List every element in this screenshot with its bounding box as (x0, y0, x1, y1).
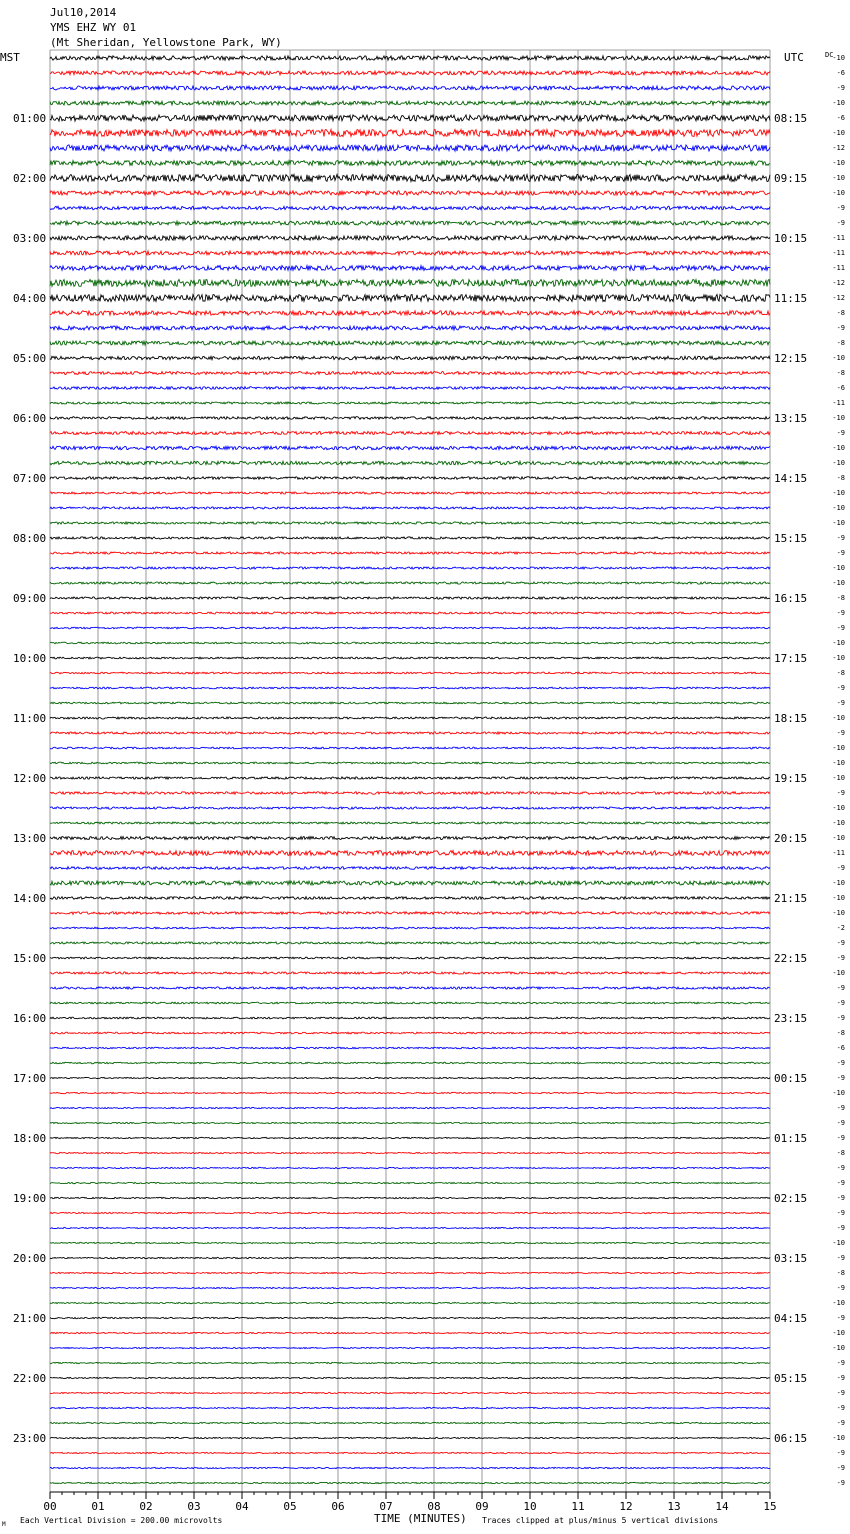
mst-hour-label: 13:00 (13, 832, 47, 845)
mst-hour-label: 03:00 (13, 232, 47, 245)
row-offset-label: -8 (836, 474, 845, 482)
x-tick-label: 08 (427, 1500, 441, 1513)
header-date: Jul10,2014 (50, 6, 117, 19)
row-offset-label: -9 (836, 684, 845, 692)
seismic-trace (50, 1107, 770, 1108)
utc-hour-label: 01:15 (774, 1132, 808, 1145)
seismic-trace (50, 762, 770, 764)
seismic-trace (50, 537, 770, 539)
row-offset-label: -10 (832, 504, 845, 512)
seismic-trace (50, 86, 770, 90)
utc-hour-label: 18:15 (774, 712, 808, 725)
mst-hour-label: 04:00 (13, 292, 47, 305)
row-offset-label: -6 (836, 114, 845, 122)
row-offset-label: -8 (836, 1029, 845, 1037)
row-offset-label: -10 (832, 129, 845, 137)
row-offset-label: -8 (836, 1269, 845, 1277)
row-offset-label: -9 (836, 1404, 845, 1412)
row-offset-label: -9 (836, 549, 845, 557)
utc-hour-label: 05:15 (774, 1372, 808, 1385)
row-offset-label: -6 (836, 1044, 845, 1052)
row-offset-label: -9 (836, 624, 845, 632)
row-offset-label: -9 (836, 1074, 845, 1082)
mst-hour-label: 23:00 (13, 1432, 47, 1445)
x-axis-title: TIME (MINUTES) (374, 1512, 467, 1525)
dc-label: DC (825, 51, 834, 59)
row-offset-label: -9 (836, 324, 845, 332)
seismic-trace (50, 1242, 770, 1243)
row-offset-label: -8 (836, 669, 845, 677)
seismic-trace (50, 341, 770, 345)
seismic-trace (50, 717, 770, 719)
utc-hour-label: 10:15 (774, 232, 808, 245)
seismic-trace (50, 1377, 770, 1378)
seismic-trace (50, 1032, 770, 1034)
mst-hour-label: 10:00 (13, 652, 47, 665)
mst-hour-label: 21:00 (13, 1312, 47, 1325)
row-offset-label: -9 (836, 939, 845, 947)
row-offset-label: -2 (836, 924, 845, 932)
row-offset-label: -8 (836, 594, 845, 602)
seismic-trace (50, 356, 770, 360)
seismic-trace (50, 1392, 770, 1393)
seismic-trace (50, 822, 770, 824)
mst-hour-label: 08:00 (13, 532, 47, 545)
utc-hour-label: 14:15 (774, 472, 808, 485)
row-offset-label: -11 (832, 234, 845, 242)
row-offset-label: -10 (832, 414, 845, 422)
time-axis (43, 1492, 776, 1513)
mst-hour-label: 11:00 (13, 712, 47, 725)
utc-hour-label: 12:15 (774, 352, 808, 365)
seismic-trace (50, 387, 770, 390)
seismic-trace (50, 642, 770, 644)
row-offset-label: -9 (836, 1119, 845, 1127)
seismic-trace (50, 1302, 770, 1303)
row-offset-label: -9 (836, 699, 845, 707)
row-offset-label: -9 (836, 1284, 845, 1292)
seismic-trace (50, 1332, 770, 1333)
scale-note: Each Vertical Division = 200.00 microvolts (20, 1516, 223, 1525)
row-offset-label: -9 (836, 984, 845, 992)
utc-hour-label: 22:15 (774, 952, 808, 965)
row-offset-label: -10 (832, 819, 845, 827)
seismic-trace (50, 1212, 770, 1213)
row-offset-label: -10 (832, 459, 845, 467)
seismic-trace (50, 145, 770, 151)
seismic-trace (50, 1272, 770, 1273)
seismic-trace (50, 206, 770, 210)
row-offset-label: -10 (832, 654, 845, 662)
mst-hour-label: 05:00 (13, 352, 47, 365)
seismic-trace (50, 657, 770, 659)
seismic-trace (50, 236, 770, 240)
x-tick-label: 13 (667, 1500, 681, 1513)
seismic-trace (50, 1257, 770, 1258)
utc-hour-label: 04:15 (774, 1312, 808, 1325)
row-offset-label: -9 (836, 1014, 845, 1022)
x-tick-label: 03 (187, 1500, 201, 1513)
x-tick-label: 09 (475, 1500, 489, 1513)
x-tick-label: 07 (379, 1500, 393, 1513)
x-tick-label: 04 (235, 1500, 249, 1513)
seismic-trace (50, 987, 770, 989)
seismic-trace (50, 1437, 770, 1438)
seismic-trace (50, 1092, 770, 1093)
seismic-trace (50, 1047, 770, 1049)
seismic-trace (50, 461, 770, 465)
utc-hour-label: 08:15 (774, 112, 808, 125)
seismic-trace (50, 161, 770, 166)
row-offset-label: -9 (836, 789, 845, 797)
seismic-trace (50, 612, 770, 614)
row-offset-label: -9 (836, 999, 845, 1007)
seismic-trace (50, 477, 770, 480)
seismic-trace (50, 732, 770, 734)
left-timezone-label: MST (0, 51, 20, 64)
row-offset-label: -10 (832, 1299, 845, 1307)
row-offset-label: -10 (832, 564, 845, 572)
mst-hour-label: 07:00 (13, 472, 47, 485)
utc-hour-label: 09:15 (774, 172, 808, 185)
row-offset-label: -10 (832, 489, 845, 497)
seismic-trace (50, 597, 770, 599)
row-offset-label: -12 (832, 279, 845, 287)
row-offset-label: -10 (832, 969, 845, 977)
seismic-trace (50, 1152, 770, 1153)
row-offset-label: -10 (832, 879, 845, 887)
row-offset-label: -6 (836, 384, 845, 392)
row-offset-label: -11 (832, 264, 845, 272)
row-offset-label: -10 (832, 519, 845, 527)
row-offset-label: -11 (832, 399, 845, 407)
seismic-trace (50, 1347, 770, 1348)
row-offset-label: -9 (836, 1209, 845, 1217)
seismic-trace (50, 1482, 770, 1483)
row-offset-label: -10 (832, 159, 845, 167)
row-offset-label: -12 (832, 144, 845, 152)
row-offset-label: -10 (832, 1329, 845, 1337)
row-offset-label: -9 (836, 864, 845, 872)
seismic-trace (50, 402, 770, 404)
right-timezone-label: UTC (784, 51, 804, 64)
seismic-traces (50, 56, 770, 1484)
row-offset-label: -9 (836, 1164, 845, 1172)
seismic-trace (50, 1317, 770, 1318)
seismic-trace (50, 747, 770, 749)
row-offset-label: -6 (836, 69, 845, 77)
seismic-trace (50, 897, 770, 900)
utc-hour-label: 03:15 (774, 1252, 808, 1265)
seismic-trace (50, 175, 770, 182)
row-offset-label: -9 (836, 1254, 845, 1262)
row-offset-label: -9 (836, 1314, 845, 1322)
seismic-trace (50, 1227, 770, 1228)
seismic-trace (50, 687, 770, 689)
seismic-trace (50, 1137, 770, 1138)
seismic-trace (50, 972, 770, 974)
seismic-trace (50, 1122, 770, 1123)
x-tick-label: 06 (331, 1500, 345, 1513)
mst-hour-label: 16:00 (13, 1012, 47, 1025)
seismic-trace (50, 1197, 770, 1198)
mst-hour-label: 18:00 (13, 1132, 47, 1145)
row-offset-label: -10 (832, 909, 845, 917)
seismic-trace (50, 279, 770, 286)
seismic-trace (50, 1017, 770, 1019)
seismic-trace (50, 1167, 770, 1168)
row-offset-label: -9 (836, 429, 845, 437)
utc-hour-label: 06:15 (774, 1432, 808, 1445)
utc-hour-label: 21:15 (774, 892, 808, 905)
x-tick-label: 05 (283, 1500, 297, 1513)
row-offset-label: -10 (832, 714, 845, 722)
seismic-trace (50, 1077, 770, 1078)
row-offset-label: -9 (836, 1419, 845, 1427)
seismic-trace (50, 101, 770, 105)
utc-hour-label: 13:15 (774, 412, 808, 425)
row-offset-label: -9 (836, 1479, 845, 1487)
seismic-trace (50, 1362, 770, 1363)
seismic-trace (50, 115, 770, 121)
x-tick-label: 10 (523, 1500, 537, 1513)
header-station: YMS EHZ WY 01 (50, 21, 137, 34)
mst-hour-label: 09:00 (13, 592, 47, 605)
mst-hour-label: 06:00 (13, 412, 47, 425)
seismic-trace (50, 942, 770, 944)
seismic-trace (50, 371, 770, 374)
row-offset-label: -10 (832, 744, 845, 752)
seismic-trace (50, 1422, 770, 1423)
x-tick-label: 12 (619, 1500, 633, 1513)
row-offset-label: -9 (836, 729, 845, 737)
row-offset-label: -10 (832, 174, 845, 182)
seismic-trace (50, 1407, 770, 1408)
row-offset-label: -9 (836, 1059, 845, 1067)
utc-hour-label: 16:15 (774, 592, 808, 605)
row-offset-label: -9 (836, 1224, 845, 1232)
row-offset-label: -9 (836, 204, 845, 212)
mst-hour-label: 15:00 (13, 952, 47, 965)
row-offset-label: -10 (832, 54, 845, 62)
seismic-trace (50, 56, 770, 60)
seismic-trace (50, 627, 770, 629)
seismic-trace (50, 567, 770, 569)
row-offset-label: -11 (832, 849, 845, 857)
row-offset-label: -10 (832, 354, 845, 362)
row-offset-label: -10 (832, 579, 845, 587)
seismic-trace (50, 836, 770, 839)
seismic-trace (50, 1182, 770, 1183)
row-offset-label: -10 (832, 894, 845, 902)
row-offset-label: -9 (836, 1464, 845, 1472)
x-tick-label: 14 (715, 1500, 729, 1513)
clip-note: Traces clipped at plus/minus 5 vertical divisions (482, 1516, 719, 1525)
seismic-trace (50, 507, 770, 509)
x-tick-label: 01 (91, 1500, 105, 1513)
mst-hour-label: 02:00 (13, 172, 47, 185)
utc-hour-label: 23:15 (774, 1012, 808, 1025)
row-offset-label: -9 (836, 534, 845, 542)
time-grid (50, 50, 770, 1492)
seismic-trace (50, 1467, 770, 1468)
row-offset-label: -10 (832, 1089, 845, 1097)
row-offset-label: -10 (832, 834, 845, 842)
row-offset-label: -10 (832, 444, 845, 452)
row-offset-label: -9 (836, 1104, 845, 1112)
seismic-trace (50, 417, 770, 420)
x-tick-label: 00 (43, 1500, 57, 1513)
seismic-trace (50, 867, 770, 870)
seismic-trace (50, 311, 770, 315)
row-offset-label: -10 (832, 1344, 845, 1352)
seismic-trace (50, 251, 770, 255)
utc-hour-label: 20:15 (774, 832, 808, 845)
seismic-trace (50, 582, 770, 584)
seismic-trace (50, 912, 770, 915)
row-offset-label: -9 (836, 609, 845, 617)
seismic-trace (50, 431, 770, 434)
seismic-trace (50, 129, 770, 136)
seismic-trace (50, 522, 770, 524)
utc-hour-label: 15:15 (774, 532, 808, 545)
row-offset-label: -9 (836, 219, 845, 227)
seismic-trace (50, 851, 770, 856)
row-offset-label: -9 (836, 1449, 845, 1457)
seismic-trace (50, 492, 770, 494)
utc-hour-label: 02:15 (774, 1192, 808, 1205)
seismic-trace (50, 446, 770, 450)
seismic-trace (50, 792, 770, 795)
row-offset-label: -8 (836, 309, 845, 317)
seismic-trace (50, 221, 770, 225)
x-tick-label: 02 (139, 1500, 153, 1513)
seismic-trace (50, 957, 770, 959)
seismic-trace (50, 191, 770, 195)
seismic-trace (50, 1452, 770, 1453)
seismic-trace (50, 1287, 770, 1288)
x-tick-label: 11 (571, 1500, 585, 1513)
row-offset-label: -10 (832, 759, 845, 767)
row-offset-label: -10 (832, 1239, 845, 1247)
row-offset-label: -9 (836, 954, 845, 962)
row-offset-label: -10 (832, 804, 845, 812)
row-offset-label: -9 (836, 1374, 845, 1382)
seismic-trace (50, 702, 770, 704)
mst-hour-label: 22:00 (13, 1372, 47, 1385)
row-offset-label: -9 (836, 1179, 845, 1187)
row-offset-label: -10 (832, 99, 845, 107)
mst-hour-label: 20:00 (13, 1252, 47, 1265)
seismic-trace (50, 294, 770, 301)
row-offset-label: -9 (836, 1134, 845, 1142)
seismic-trace (50, 71, 770, 75)
mst-hour-label: 01:00 (13, 112, 47, 125)
row-offset-label: -9 (836, 1389, 845, 1397)
row-offset-label: -10 (832, 189, 845, 197)
seismic-trace (50, 777, 770, 779)
row-offset-label: -9 (836, 1194, 845, 1202)
mst-hour-label: 17:00 (13, 1072, 47, 1085)
seismic-trace (50, 881, 770, 885)
row-offset-label: -8 (836, 339, 845, 347)
header-location: (Mt Sheridan, Yellowstone Park, WY) (50, 36, 282, 49)
row-offset-label: -12 (832, 294, 845, 302)
row-offset-label: -10 (832, 1434, 845, 1442)
seismic-trace (50, 552, 770, 554)
mst-hour-label: 12:00 (13, 772, 47, 785)
corner-mark: M (2, 1521, 6, 1528)
row-offset-label: -8 (836, 1149, 845, 1157)
row-offset-label: -9 (836, 84, 845, 92)
utc-hour-label: 11:15 (774, 292, 808, 305)
seismic-trace (50, 326, 770, 330)
seismic-trace (50, 807, 770, 809)
seismic-trace (50, 1062, 770, 1064)
row-offset-label: -10 (832, 639, 845, 647)
seismic-trace (50, 266, 770, 271)
utc-hour-label: 19:15 (774, 772, 808, 785)
utc-hour-label: 17:15 (774, 652, 808, 665)
utc-hour-label: 00:15 (774, 1072, 808, 1085)
row-offset-label: -8 (836, 369, 845, 377)
mst-hour-label: 19:00 (13, 1192, 47, 1205)
row-offset-label: -11 (832, 249, 845, 257)
seismic-trace (50, 1002, 770, 1004)
row-offset-label: -9 (836, 1359, 845, 1367)
mst-hour-label: 14:00 (13, 892, 47, 905)
row-offset-label: -10 (832, 774, 845, 782)
seismic-trace (50, 927, 770, 929)
seismic-trace (50, 672, 770, 674)
x-tick-label: 15 (763, 1500, 777, 1513)
